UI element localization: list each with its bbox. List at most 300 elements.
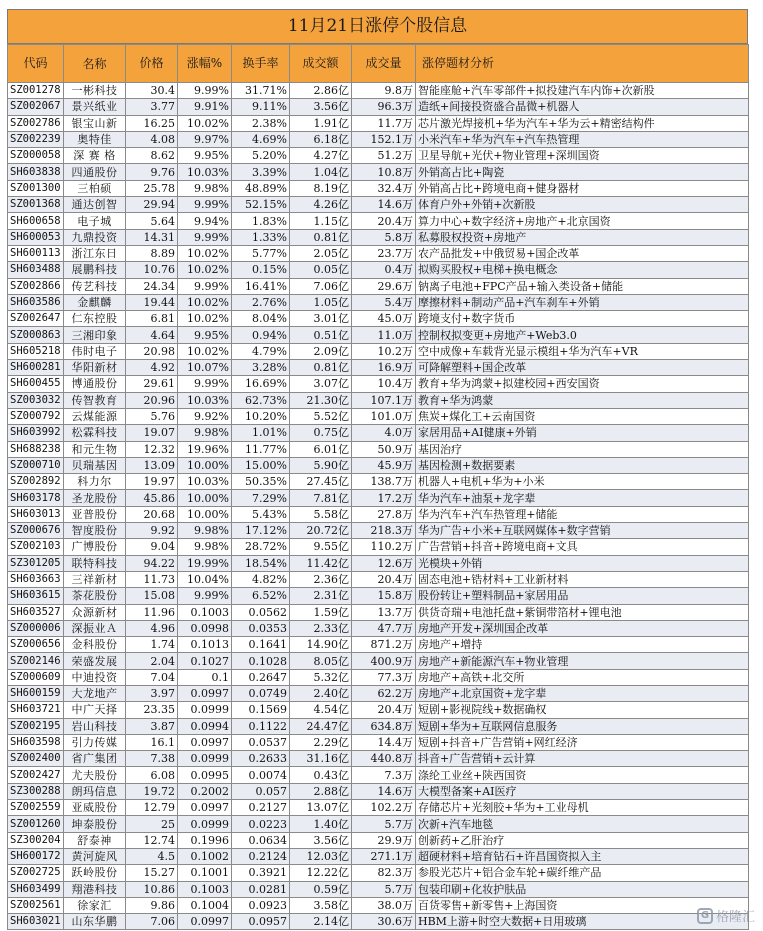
cell-amount: 6.01亿 (290, 441, 352, 457)
cell-amount: 2.33亿 (290, 620, 352, 636)
cell-volume: 12.6万 (352, 555, 416, 571)
cell-name: 圣龙股份 (64, 490, 126, 506)
cell-change: 10.00% (178, 490, 232, 506)
cell-turnover-rate: 0.3921 (232, 865, 290, 881)
cell-turnover-rate: 0.0562 (232, 604, 290, 620)
cell-price: 7.38 (126, 751, 178, 767)
table-row (8, 897, 749, 913)
cell-name: 坤泰股份 (64, 816, 126, 832)
cell-volume: 11.7万 (352, 115, 416, 131)
cell-theme: 供货奇瑞+电池托盘+紫铜带箔材+锂电池 (416, 604, 749, 620)
cell-name: 山东华鹏 (64, 914, 126, 930)
cell-name: 智度股份 (64, 523, 126, 539)
cell-price: 14.31 (126, 229, 178, 245)
cell-code: SH600113 (8, 245, 64, 261)
cell-code: SH603527 (8, 604, 64, 620)
cell-code: SZ000792 (8, 408, 64, 424)
col-header-name: 名称 (64, 45, 126, 83)
cell-amount: 1.40亿 (290, 816, 352, 832)
cell-volume: 45.0万 (352, 311, 416, 327)
cell-theme: 基因治疗 (416, 441, 749, 457)
cell-name: 省广集团 (64, 751, 126, 767)
cell-change: 9.99% (178, 278, 232, 294)
cell-theme: 体育户外+外销+次新股 (416, 197, 749, 213)
cell-turnover-rate: 0.2647 (232, 669, 290, 685)
table-row (8, 278, 749, 294)
table-row (8, 881, 749, 897)
cell-amount: 3.01亿 (290, 311, 352, 327)
cell-turnover-rate: 3.39% (232, 164, 290, 180)
cell-theme: 算力中心+数字经济+房地产+北京国资 (416, 213, 749, 229)
cell-turnover-rate: 28.72% (232, 539, 290, 555)
table-row (8, 376, 749, 392)
cell-turnover-rate: 15.00% (232, 457, 290, 473)
cell-theme: 房地产开发+深圳国企改革 (416, 620, 749, 636)
cell-theme: 华为汽车+汽车热管理+储能 (416, 506, 749, 522)
table-row (8, 865, 749, 881)
cell-theme: 卫星导航+光伏+物业管理+深圳国资 (416, 148, 749, 164)
cell-turnover-rate: 11.77% (232, 441, 290, 457)
cell-code: SH603838 (8, 164, 64, 180)
table-row (8, 702, 749, 718)
cell-turnover-rate: 0.1028 (232, 653, 290, 669)
cell-name: 跃岭股份 (64, 865, 126, 881)
cell-price: 8.62 (126, 148, 178, 164)
cell-volume: 5.7万 (352, 881, 416, 897)
cell-turnover-rate: 0.0957 (232, 914, 290, 930)
cell-volume: 62.2万 (352, 685, 416, 701)
cell-code: SZ001278 (8, 83, 64, 99)
cell-price: 20.96 (126, 392, 178, 408)
cell-turnover-rate: 0.94% (232, 327, 290, 343)
cell-price: 9.04 (126, 539, 178, 555)
cell-code: SH688238 (8, 441, 64, 457)
table-row (8, 164, 749, 180)
gelonghui-logo-icon: G (697, 908, 713, 924)
cell-theme: 钠离子电池+FPC产品+输入类设备+储能 (416, 278, 749, 294)
cell-name: 广博股份 (64, 539, 126, 555)
stock-info-sheet (7, 9, 748, 930)
cell-code: SH600172 (8, 848, 64, 864)
cell-theme: 固态电池+锆材料+工业新材料 (416, 571, 749, 587)
cell-volume: 634.8万 (352, 718, 416, 734)
cell-code: SZ002427 (8, 767, 64, 783)
cell-name: 朗玛信息 (64, 783, 126, 799)
cell-theme: 华为汽车+油泵+龙字辈 (416, 490, 749, 506)
cell-name: 科力尔 (64, 474, 126, 490)
cell-name: 银宝山新 (64, 115, 126, 131)
cell-change: 10.02% (178, 311, 232, 327)
cell-theme: 次新+汽车地毯 (416, 816, 749, 832)
cell-name: 三湘印象 (64, 327, 126, 343)
cell-amount: 2.29亿 (290, 734, 352, 750)
sheet-title: 11月21日涨停个股信息 (7, 9, 748, 44)
cell-amount: 20.72亿 (290, 523, 352, 539)
cell-price: 3.97 (126, 685, 178, 701)
table-row (8, 588, 749, 604)
cell-name: 翔港科技 (64, 881, 126, 897)
cell-amount: 5.52亿 (290, 408, 352, 424)
cell-code: SZ001260 (8, 816, 64, 832)
cell-price: 8.89 (126, 245, 178, 261)
cell-change: 0.0999 (178, 702, 232, 718)
cell-code: SZ002400 (8, 751, 64, 767)
cell-name: 众源新材 (64, 604, 126, 620)
cell-price: 1.74 (126, 637, 178, 653)
table-row (8, 457, 749, 473)
cell-amount: 3.56亿 (290, 832, 352, 848)
table-row (8, 408, 749, 424)
cell-volume: 110.2万 (352, 539, 416, 555)
cell-volume: 77.3万 (352, 669, 416, 685)
cell-code: SH600281 (8, 360, 64, 376)
cell-volume: 218.3万 (352, 523, 416, 539)
table-row (8, 311, 749, 327)
cell-code: SH603598 (8, 734, 64, 750)
table-row (8, 294, 749, 310)
cell-theme: 抖音+广告营销+云计算 (416, 751, 749, 767)
cell-price: 5.76 (126, 408, 178, 424)
cell-theme: 跨境支付+数字货币 (416, 311, 749, 327)
cell-turnover-rate: 0.2127 (232, 800, 290, 816)
cell-theme: 光模块+外销 (416, 555, 749, 571)
cell-change: 0.0999 (178, 816, 232, 832)
table-row (8, 327, 749, 343)
cell-price: 4.92 (126, 360, 178, 376)
cell-theme: 参股光芯片+铝合金车轮+碳纤维产品 (416, 865, 749, 881)
cell-theme: 短剧+华为+互联网信息服务 (416, 718, 749, 734)
cell-volume: 15.8万 (352, 588, 416, 604)
cell-volume: 10.4万 (352, 376, 416, 392)
cell-code: SH603013 (8, 506, 64, 522)
cell-volume: 27.8万 (352, 506, 416, 522)
cell-volume: 400.9万 (352, 653, 416, 669)
table-row (8, 914, 749, 930)
cell-volume: 23.7万 (352, 245, 416, 261)
cell-theme: 可降解塑料+国企改革 (416, 360, 749, 376)
table-row (8, 262, 749, 278)
cell-change: 10.00% (178, 506, 232, 522)
cell-amount: 1.15亿 (290, 213, 352, 229)
cell-name: 通达创智 (64, 197, 126, 213)
cell-amount: 31.16亿 (290, 751, 352, 767)
cell-amount: 1.91亿 (290, 115, 352, 131)
cell-change: 0.0995 (178, 767, 232, 783)
cell-name: 舒泰神 (64, 832, 126, 848)
cell-theme: 摩擦材料+制动产品+汽车刹车+外销 (416, 294, 749, 310)
cell-name: 荣盛发展 (64, 653, 126, 669)
cell-volume: 96.3万 (352, 99, 416, 115)
cell-theme: 短剧+抖音+广告营销+网红经济 (416, 734, 749, 750)
cell-volume: 138.7万 (352, 474, 416, 490)
cell-price: 94.22 (126, 555, 178, 571)
table-body (8, 83, 749, 930)
cell-amount: 2.09亿 (290, 343, 352, 359)
cell-code: SH603488 (8, 262, 64, 278)
cell-change: 10.03% (178, 164, 232, 180)
cell-amount: 6.18亿 (290, 131, 352, 147)
cell-change: 0.1996 (178, 832, 232, 848)
cell-change: 9.92% (178, 408, 232, 424)
cell-change: 9.99% (178, 588, 232, 604)
cell-amount: 4.27亿 (290, 148, 352, 164)
cell-change: 10.03% (178, 392, 232, 408)
cell-volume: 14.6万 (352, 783, 416, 799)
cell-turnover-rate: 5.20% (232, 148, 290, 164)
cell-volume: 9.8万 (352, 83, 416, 99)
cell-turnover-rate: 9.11% (232, 99, 290, 115)
cell-amount: 0.81亿 (290, 360, 352, 376)
table-row (8, 245, 749, 261)
cell-code: SZ000609 (8, 669, 64, 685)
watermark-text: 格隆汇 (715, 910, 755, 925)
table-row (8, 392, 749, 408)
table-row (8, 637, 749, 653)
cell-turnover-rate: 0.057 (232, 783, 290, 799)
cell-amount: 8.05亿 (290, 653, 352, 669)
cell-change: 9.99% (178, 376, 232, 392)
cell-amount: 21.30亿 (290, 392, 352, 408)
cell-volume: 47.7万 (352, 620, 416, 636)
cell-theme: 短剧+影视院线+数据确权 (416, 702, 749, 718)
cell-theme: 房地产+北京国资+龙字辈 (416, 685, 749, 701)
cell-theme: 广告营销+抖音+跨境电商+文具 (416, 539, 749, 555)
cell-turnover-rate: 0.1569 (232, 702, 290, 718)
cell-code: SZ002103 (8, 539, 64, 555)
cell-price: 10.86 (126, 881, 178, 897)
cell-theme: 包装印刷+化妆护肤品 (416, 881, 749, 897)
table-row (8, 800, 749, 816)
cell-change: 0.1027 (178, 653, 232, 669)
cell-name: 一彬科技 (64, 83, 126, 99)
table-row (8, 718, 749, 734)
cell-price: 11.73 (126, 571, 178, 587)
cell-amount: 0.05亿 (290, 262, 352, 278)
cell-amount: 3.58亿 (290, 897, 352, 913)
cell-turnover-rate: 4.69% (232, 131, 290, 147)
table-row (8, 148, 749, 164)
cell-price: 15.08 (126, 588, 178, 604)
table-row (8, 131, 749, 147)
cell-code: SZ002559 (8, 800, 64, 816)
cell-code: SZ000656 (8, 637, 64, 653)
cell-change: 10.02% (178, 115, 232, 131)
table-row (8, 571, 749, 587)
table-row (8, 474, 749, 490)
cell-theme: 造纸+间接投资盛合晶微+机器人 (416, 99, 749, 115)
cell-name: 黄河旋风 (64, 848, 126, 864)
table-row (8, 490, 749, 506)
cell-name: 亚普股份 (64, 506, 126, 522)
cell-theme: HBM上游+时空大数据+日用玻璃 (416, 914, 749, 930)
cell-price: 4.96 (126, 620, 178, 636)
cell-amount: 12.22亿 (290, 865, 352, 881)
table-row (8, 669, 749, 685)
cell-theme: 家居用品+AI健康+外销 (416, 425, 749, 441)
cell-price: 45.86 (126, 490, 178, 506)
cell-name: 中广天择 (64, 702, 126, 718)
cell-code: SZ300204 (8, 832, 64, 848)
cell-price: 9.76 (126, 164, 178, 180)
cell-code: SZ000676 (8, 523, 64, 539)
cell-theme: 拟购买股权+电梯+换电概念 (416, 262, 749, 278)
cell-name: 深 赛 格 (64, 148, 126, 164)
cell-turnover-rate: 5.43% (232, 506, 290, 522)
cell-price: 24.34 (126, 278, 178, 294)
cell-volume: 5.4万 (352, 294, 416, 310)
cell-price: 6.81 (126, 311, 178, 327)
cell-turnover-rate: 6.52% (232, 588, 290, 604)
cell-amount: 11.42亿 (290, 555, 352, 571)
cell-amount: 3.07亿 (290, 376, 352, 392)
cell-turnover-rate: 48.89% (232, 180, 290, 196)
cell-turnover-rate: 31.71% (232, 83, 290, 99)
cell-theme: 外销高占比+陶瓷 (416, 164, 749, 180)
cell-amount: 4.26亿 (290, 197, 352, 213)
cell-code: SH603586 (8, 294, 64, 310)
table-row (8, 197, 749, 213)
table-row (8, 99, 749, 115)
cell-name: 浙江东日 (64, 245, 126, 261)
cell-amount: 9.55亿 (290, 539, 352, 555)
cell-name: 中迪投资 (64, 669, 126, 685)
cell-price: 2.04 (126, 653, 178, 669)
cell-amount: 14.90亿 (290, 637, 352, 653)
cell-code: SZ002195 (8, 718, 64, 734)
cell-turnover-rate: 0.1641 (232, 637, 290, 653)
cell-turnover-rate: 0.0353 (232, 620, 290, 636)
cell-name: 和元生物 (64, 441, 126, 457)
cell-code: SZ300288 (8, 783, 64, 799)
cell-price: 3.77 (126, 99, 178, 115)
cell-code: SH600053 (8, 229, 64, 245)
cell-theme: 智能座舱+汽车零部件+拟投建汽车内饰+次新股 (416, 83, 749, 99)
cell-theme: 空中成像+车载背光显示模组+华为汽车+VR (416, 343, 749, 359)
cell-change: 9.99% (178, 229, 232, 245)
cell-change: 0.1003 (178, 604, 232, 620)
cell-turnover-rate: 5.77% (232, 245, 290, 261)
cell-theme: 控制权拟变更+房地产+Web3.0 (416, 327, 749, 343)
cell-change: 9.97% (178, 131, 232, 147)
cell-code: SZ002239 (8, 131, 64, 147)
cell-change: 10.02% (178, 245, 232, 261)
cell-name: 岩山科技 (64, 718, 126, 734)
cell-theme: 房地产+新能源汽车+物业管理 (416, 653, 749, 669)
cell-name: 亚威股份 (64, 800, 126, 816)
cell-price: 23.35 (126, 702, 178, 718)
cell-change: 19.99% (178, 555, 232, 571)
cell-amount: 13.07亿 (290, 800, 352, 816)
cell-turnover-rate: 3.28% (232, 360, 290, 376)
cell-code: SZ001368 (8, 197, 64, 213)
cell-name: 茶花股份 (64, 588, 126, 604)
table-row (8, 506, 749, 522)
cell-theme: 教育+华为鸿蒙 (416, 392, 749, 408)
cell-change: 0.1 (178, 669, 232, 685)
cell-change: 9.94% (178, 213, 232, 229)
cell-code: SH605218 (8, 343, 64, 359)
table-row (8, 229, 749, 245)
col-header-price: 价格 (126, 45, 178, 83)
cell-name: 传智教育 (64, 392, 126, 408)
cell-name: 三祥新材 (64, 571, 126, 587)
cell-amount: 2.05亿 (290, 245, 352, 261)
cell-turnover-rate: 1.01% (232, 425, 290, 441)
col-header-volume: 成交量 (352, 45, 416, 83)
table-row (8, 832, 749, 848)
cell-name: 引力传媒 (64, 734, 126, 750)
cell-amount: 0.81亿 (290, 229, 352, 245)
cell-theme: 大模型备案+AI医疗 (416, 783, 749, 799)
cell-change: 0.1004 (178, 897, 232, 913)
cell-theme: 股份转让+塑料制品+家居用品 (416, 588, 749, 604)
cell-price: 20.68 (126, 506, 178, 522)
cell-name: 大龙地产 (64, 685, 126, 701)
cell-amount: 0.59亿 (290, 881, 352, 897)
cell-price: 11.96 (126, 604, 178, 620)
cell-amount: 2.86亿 (290, 83, 352, 99)
table-row (8, 685, 749, 701)
cell-turnover-rate: 8.04% (232, 311, 290, 327)
cell-volume: 102.2万 (352, 800, 416, 816)
cell-volume: 0.4万 (352, 262, 416, 278)
cell-theme: 外销高占比+跨境电商+健身器材 (416, 180, 749, 196)
table-row (8, 180, 749, 196)
cell-change: 9.95% (178, 327, 232, 343)
cell-price: 9.86 (126, 897, 178, 913)
cell-volume: 50.9万 (352, 441, 416, 457)
cell-price: 19.97 (126, 474, 178, 490)
cell-turnover-rate: 17.12% (232, 523, 290, 539)
cell-code: SH603615 (8, 588, 64, 604)
cell-turnover-rate: 1.33% (232, 229, 290, 245)
cell-change: 9.91% (178, 99, 232, 115)
cell-change: 0.0997 (178, 734, 232, 750)
cell-amount: 12.03亿 (290, 848, 352, 864)
col-header-theme: 涨停题材分析 (416, 45, 749, 83)
cell-price: 20.98 (126, 343, 178, 359)
cell-price: 12.32 (126, 441, 178, 457)
cell-name: 伟时电子 (64, 343, 126, 359)
cell-volume: 152.1万 (352, 131, 416, 147)
cell-name: 云煤能源 (64, 408, 126, 424)
cell-change: 0.0997 (178, 800, 232, 816)
cell-code: SZ002725 (8, 865, 64, 881)
cell-price: 29.94 (126, 197, 178, 213)
table-row (8, 555, 749, 571)
cell-theme: 存储芯片+光刻胶+华为+工业母机 (416, 800, 749, 816)
cell-turnover-rate: 62.73% (232, 392, 290, 408)
cell-turnover-rate: 0.0281 (232, 881, 290, 897)
table-row (8, 425, 749, 441)
cell-change: 9.98% (178, 425, 232, 441)
cell-theme: 教育+华为鸿蒙+拟建校园+西安国资 (416, 376, 749, 392)
cell-turnover-rate: 4.79% (232, 343, 290, 359)
cell-volume: 7.3万 (352, 767, 416, 783)
cell-turnover-rate: 0.0537 (232, 734, 290, 750)
cell-name: 贝瑞基因 (64, 457, 126, 473)
cell-amount: 2.31亿 (290, 588, 352, 604)
cell-amount: 8.19亿 (290, 180, 352, 196)
cell-volume: 32.4万 (352, 180, 416, 196)
cell-price: 7.04 (126, 669, 178, 685)
cell-code: SZ000863 (8, 327, 64, 343)
cell-name: 徐家汇 (64, 897, 126, 913)
cell-price: 25.78 (126, 180, 178, 196)
table-row (8, 653, 749, 669)
cell-price: 4.64 (126, 327, 178, 343)
cell-volume: 14.4万 (352, 734, 416, 750)
